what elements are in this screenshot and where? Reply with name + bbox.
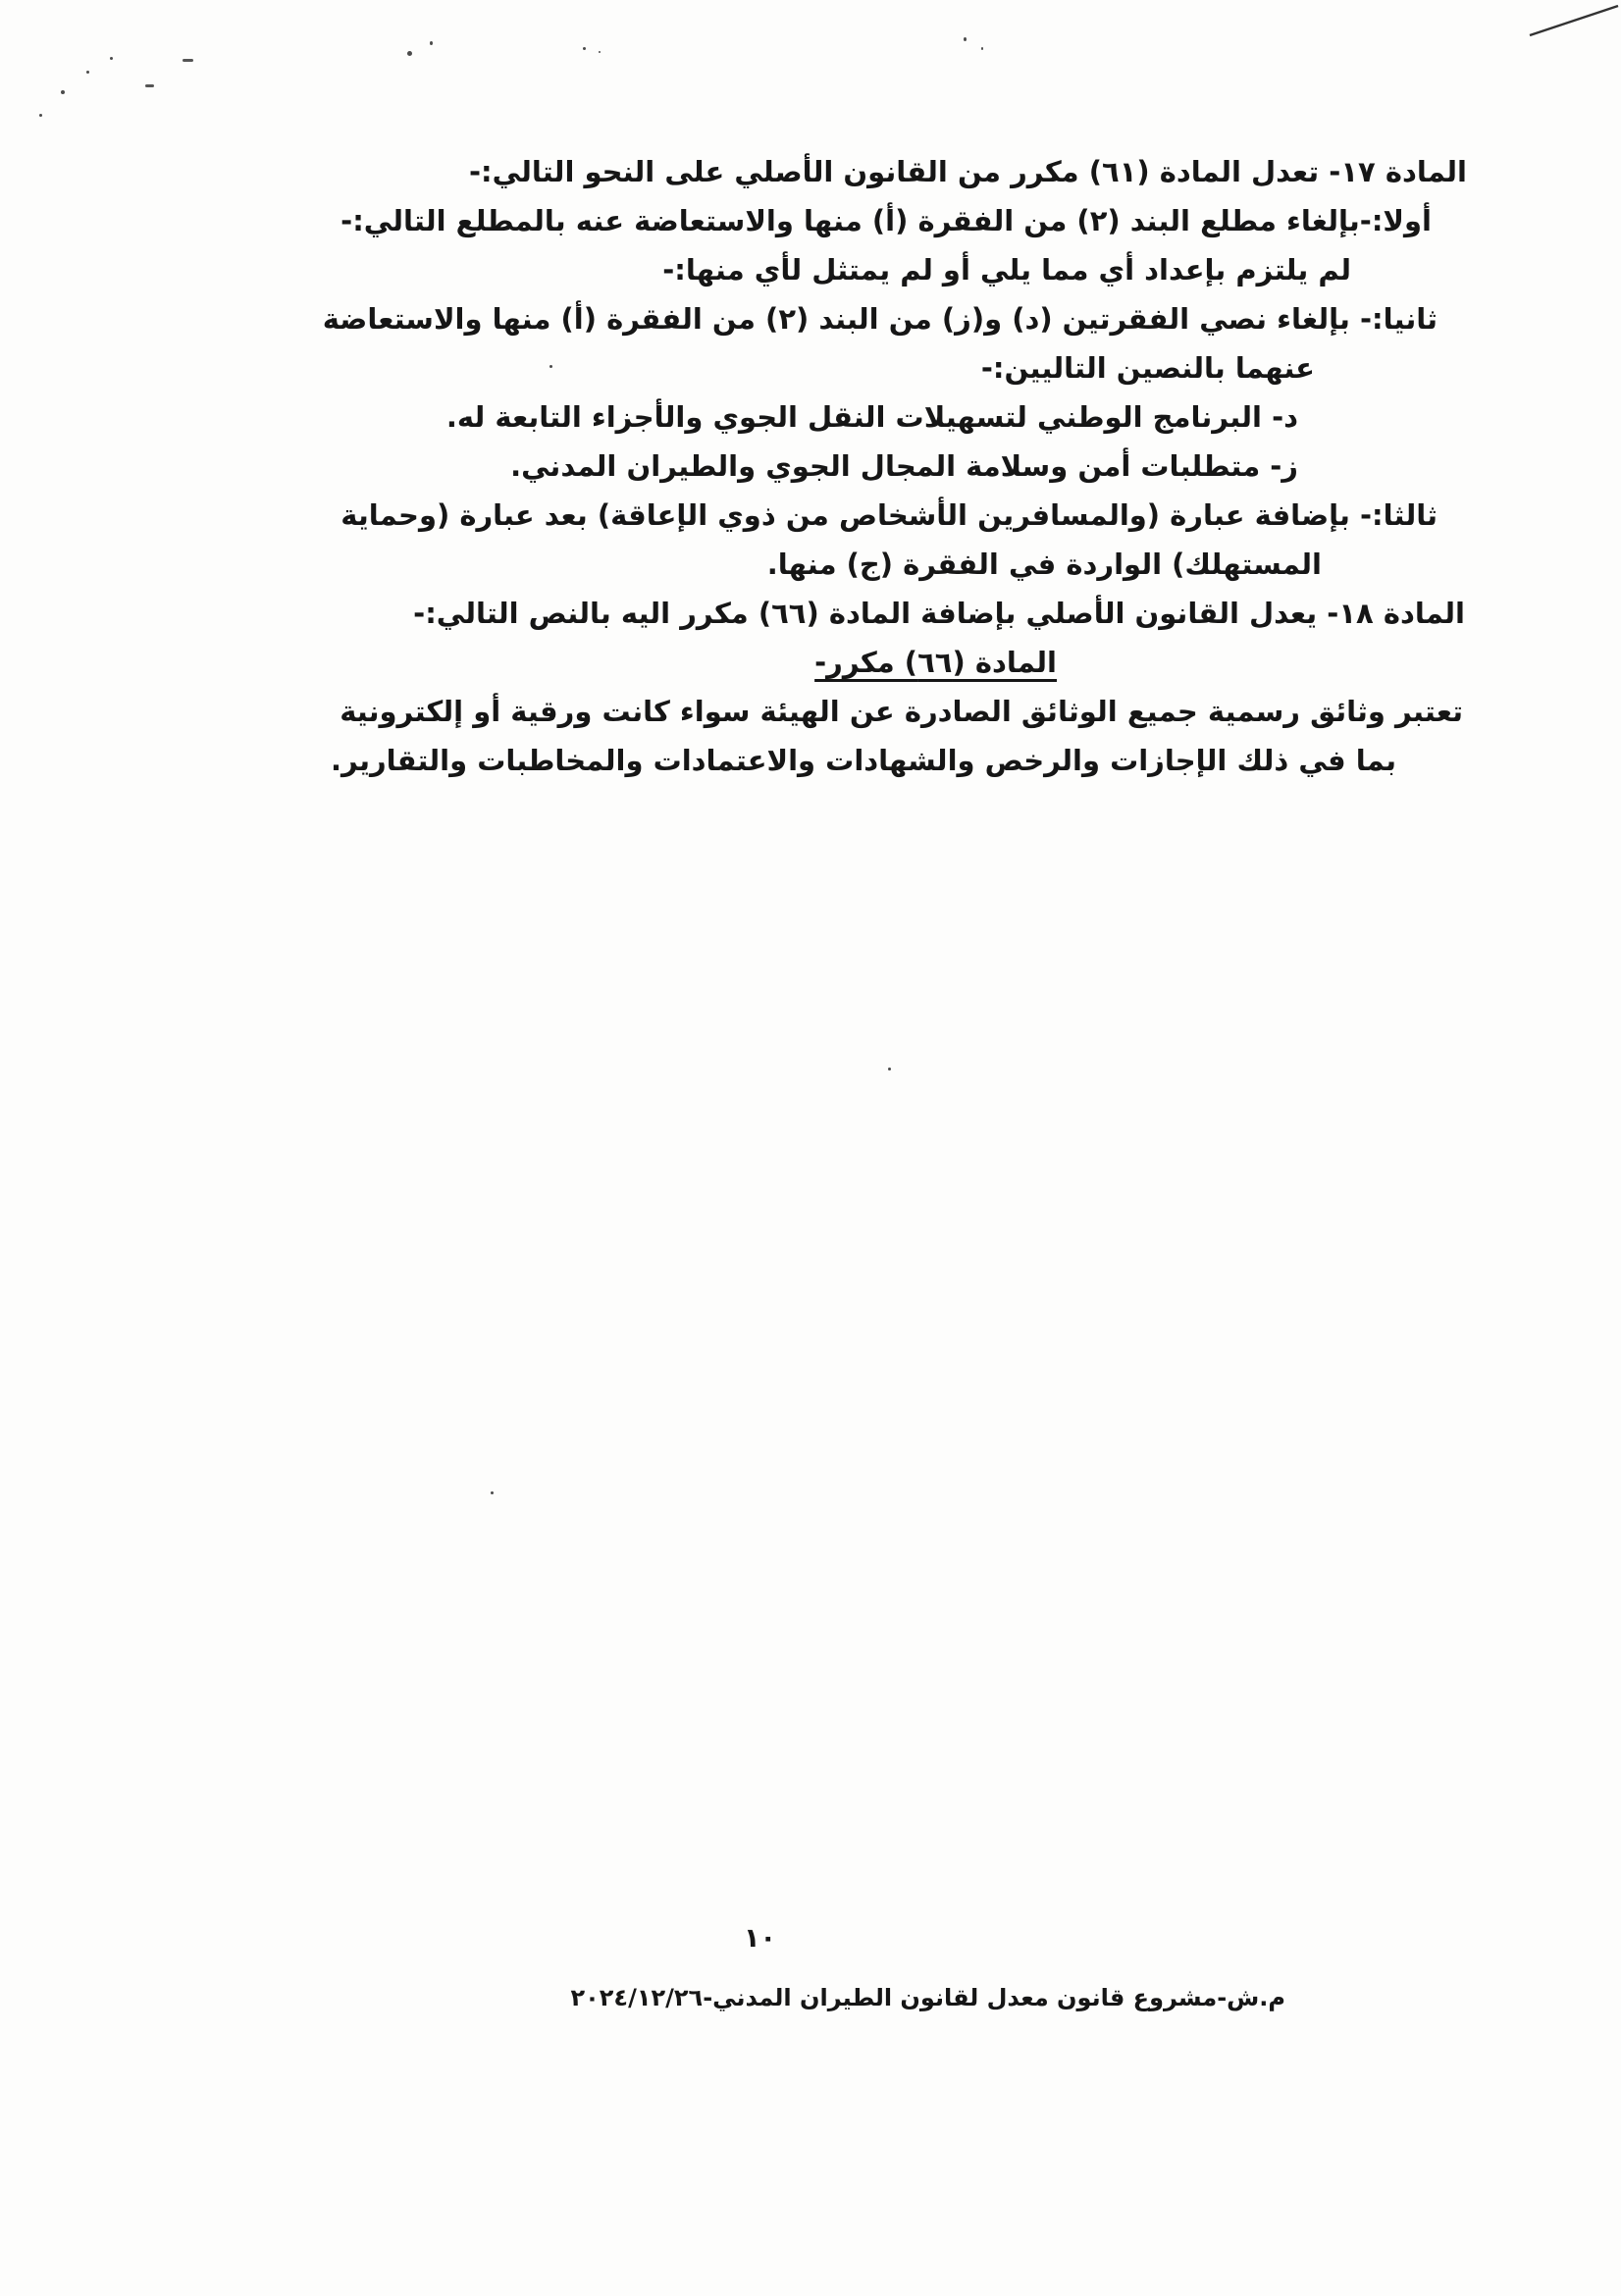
article-18-intro: المادة ١٨- يعدل القانون الأصلي بإضافة المادة (٦٦) مكرر اليه بالنص التالي:- bbox=[413, 597, 1465, 630]
scan-speck bbox=[981, 47, 983, 50]
clause-first: أولا:-بإلغاء مطلع البند (٢) من الفقرة (أ) منها والاستعاضة عنه بالمطلع التالي:- bbox=[340, 204, 1432, 237]
scan-speck bbox=[491, 1491, 494, 1494]
item-zain: ز- متطلبات أمن وسلامة المجال الجوي والطيران المدني. bbox=[510, 449, 1298, 483]
scan-speck bbox=[599, 51, 601, 53]
scan-speck bbox=[110, 57, 113, 60]
scan-corner-fold-mark bbox=[1528, 0, 1621, 41]
page-number: ١٠ bbox=[744, 1923, 776, 1954]
scan-speck bbox=[407, 51, 412, 56]
scan-speck bbox=[145, 84, 154, 87]
clause-third: ثالثا:- بإضافة عبارة (والمسافرين الأشخاص من ذوي الإعاقة) بعد عبارة (وحماية bbox=[340, 498, 1438, 532]
scan-speck bbox=[430, 41, 433, 45]
scan-speck bbox=[183, 59, 193, 62]
scan-speck bbox=[61, 90, 65, 94]
clause-third-cont: المستهلك) الواردة في الفقرة (ج) منها. bbox=[766, 548, 1322, 581]
item-dal: د- البرنامج الوطني لتسهيلات النقل الجوي والأجزاء التابعة له. bbox=[445, 400, 1298, 434]
document-text-block bbox=[59, 147, 1467, 785]
article-66bis-body-2: بما في ذلك الإجازات والرخص والشهادات والاعتمادات والمخاطبات والتقارير. bbox=[331, 744, 1396, 777]
clause-first-body: لم يلتزم بإعداد أي مما يلي أو لم يمتثل لأي منها:- bbox=[662, 253, 1351, 287]
scan-speck bbox=[888, 1068, 891, 1070]
footer-note: م.ش-مشروع قانون معدل لقانون الطيران المدني-٢٠٢٤/١٢/٢٦ bbox=[570, 1984, 1285, 2011]
scan-speck bbox=[86, 71, 89, 74]
scan-speck bbox=[964, 37, 967, 41]
article-17-intro: المادة ١٧- تعدل المادة (٦١) مكرر من القانون الأصلي على النحو التالي:- bbox=[468, 155, 1467, 188]
clause-second: ثانيا:- بإلغاء نصي الفقرتين (د) و(ز) من البند (٢) من الفقرة (أ) منها والاستعاضة bbox=[322, 302, 1438, 336]
scan-speck bbox=[39, 114, 42, 117]
clause-second-cont: عنهما بالنصين التاليين:- bbox=[980, 351, 1315, 385]
article-66bis-heading: المادة (٦٦) مكرر- bbox=[814, 646, 1057, 679]
scan-speck bbox=[583, 47, 586, 50]
article-66bis-body-1: تعتبر وثائق رسمية جميع الوثائق الصادرة عن الهيئة سواء كانت ورقية أو إلكترونية bbox=[340, 695, 1463, 728]
